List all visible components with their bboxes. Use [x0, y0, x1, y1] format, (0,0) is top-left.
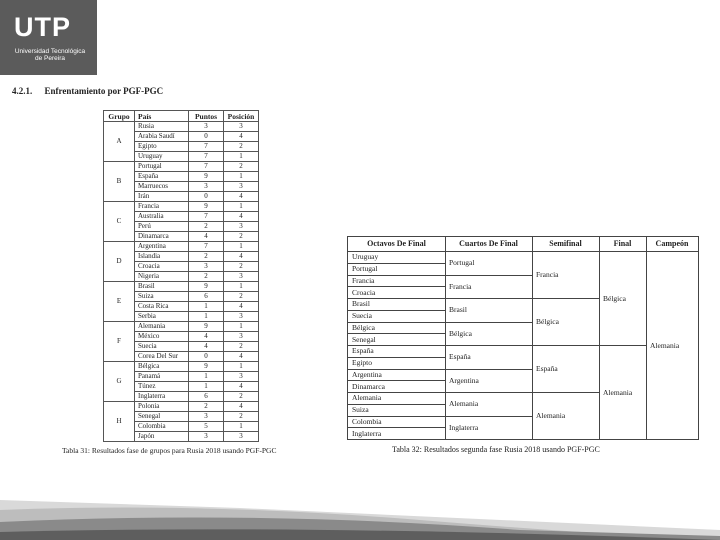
table-row [104, 242, 259, 252]
country-cell: Uruguay [135, 152, 189, 162]
points-cell: 3 [189, 432, 224, 442]
position-cell: 2 [224, 162, 259, 172]
position-cell: 4 [224, 382, 259, 392]
knockout-table [347, 236, 699, 440]
octavos-cell: Uruguay [352, 252, 379, 262]
position-cell: 3 [224, 222, 259, 232]
position-cell: 1 [224, 152, 259, 162]
octavos-cell: Portugal [352, 264, 378, 274]
position-cell: 2 [224, 142, 259, 152]
header-pais: País [135, 111, 189, 122]
country-cell: Costa Rica [135, 302, 189, 312]
header-cuartos: Cuartos De Final [459, 239, 518, 248]
row-rule [532, 392, 599, 393]
position-cell: 2 [224, 342, 259, 352]
group-label: D [104, 242, 135, 282]
position-cell: 3 [224, 432, 259, 442]
header-campeon: Campeón [655, 239, 689, 248]
cuartos-cell: Argentina [449, 375, 479, 385]
country-cell: Argentina [135, 242, 189, 252]
row-rule [445, 369, 532, 370]
points-cell: 4 [189, 332, 224, 342]
country-cell: Suiza [135, 292, 189, 302]
country-cell: Islandia [135, 252, 189, 262]
header-semifinal: Semifinal [549, 239, 582, 248]
octavos-cell: Suiza [352, 405, 369, 415]
country-cell: Perú [135, 222, 189, 232]
country-cell: Senegal [135, 412, 189, 422]
university-logo [0, 0, 97, 75]
octavos-cell: Alemania [352, 393, 382, 403]
country-cell: España [135, 172, 189, 182]
octavos-cell: Egipto [352, 358, 372, 368]
octavos-cell: España [352, 346, 374, 356]
position-cell: 4 [224, 192, 259, 202]
row-rule [348, 286, 445, 287]
section-title: Enfrentamiento por PGF-PGC [44, 86, 164, 96]
position-cell: 4 [224, 252, 259, 262]
country-cell: Egipto [135, 142, 189, 152]
row-rule [445, 392, 532, 393]
row-rule [445, 322, 532, 323]
row-rule [445, 416, 532, 417]
points-cell: 1 [189, 372, 224, 382]
country-cell: Colombia [135, 422, 189, 432]
group-label: G [104, 362, 135, 402]
position-cell: 3 [224, 372, 259, 382]
octavos-cell: Brasil [352, 299, 370, 309]
row-rule [445, 275, 532, 276]
country-cell: Polonia [135, 402, 189, 412]
group-label: B [104, 162, 135, 202]
row-rule [532, 345, 599, 346]
cuartos-cell: Bélgica [449, 328, 472, 338]
row-rule [348, 380, 445, 381]
points-cell: 2 [189, 402, 224, 412]
points-cell: 9 [189, 202, 224, 212]
cuartos-cell: Alemania [449, 399, 479, 409]
header-posicion: Posición [224, 111, 259, 122]
octavos-cell: Suecia [352, 311, 372, 321]
country-cell: Suecia [135, 342, 189, 352]
position-cell: 4 [224, 302, 259, 312]
country-cell: Túnez [135, 382, 189, 392]
position-cell: 2 [224, 292, 259, 302]
table-row [104, 122, 259, 132]
cuartos-cell: España [449, 352, 471, 362]
position-cell: 3 [224, 272, 259, 282]
points-cell: 9 [189, 172, 224, 182]
country-cell: Corea Del Sur [135, 352, 189, 362]
group-label: F [104, 322, 135, 362]
semifinal-cell: España [536, 364, 558, 373]
final-cell: Bélgica [603, 293, 626, 303]
row-rule [348, 322, 445, 323]
group-stage-body [104, 122, 259, 442]
points-cell: 0 [189, 352, 224, 362]
table-row [104, 362, 259, 372]
group-label: E [104, 282, 135, 322]
row-rule [348, 263, 445, 264]
points-cell: 7 [189, 152, 224, 162]
table-row [104, 162, 259, 172]
campeon-cell: Alemania [650, 340, 680, 350]
country-cell: Marruecos [135, 182, 189, 192]
table-row [104, 202, 259, 212]
group-stage-table [103, 110, 259, 442]
table-row [104, 402, 259, 412]
country-cell: Nigeria [135, 272, 189, 282]
octavos-cell: Croacia [352, 287, 376, 297]
points-cell: 3 [189, 412, 224, 422]
row-rule [445, 345, 532, 346]
points-cell: 1 [189, 302, 224, 312]
row-rule [348, 333, 445, 334]
points-cell: 1 [189, 382, 224, 392]
table-header-row [104, 111, 259, 122]
country-cell: Croacia [135, 262, 189, 272]
octavos-cell: Bélgica [352, 322, 375, 332]
header-puntos: Puntos [189, 111, 224, 122]
column-rule [599, 237, 600, 439]
country-cell: Portugal [135, 162, 189, 172]
position-cell: 1 [224, 242, 259, 252]
points-cell: 7 [189, 142, 224, 152]
octavos-cell: Colombia [352, 416, 382, 426]
final-cell: Alemania [603, 387, 633, 397]
country-cell: Bélgica [135, 362, 189, 372]
points-cell: 9 [189, 362, 224, 372]
row-rule [348, 416, 445, 417]
position-cell: 1 [224, 282, 259, 292]
semifinal-cell: Alemania [536, 411, 566, 420]
country-cell: Alemania [135, 322, 189, 332]
row-rule [348, 369, 445, 370]
row-rule [445, 298, 532, 299]
header-octavos: Octavos De Final [367, 239, 426, 248]
country-cell: Irán [135, 192, 189, 202]
octavos-cell: Francia [352, 275, 375, 285]
country-cell: Panamá [135, 372, 189, 382]
points-cell: 3 [189, 262, 224, 272]
points-cell: 2 [189, 272, 224, 282]
logo-mark: UTP [14, 12, 71, 42]
row-rule [348, 310, 445, 311]
row-rule [348, 427, 445, 428]
points-cell: 7 [189, 212, 224, 222]
header-final: Final [613, 239, 632, 248]
column-rule [532, 237, 533, 439]
country-cell: Rusia [135, 122, 189, 132]
points-cell: 3 [189, 122, 224, 132]
position-cell: 3 [224, 312, 259, 322]
semifinal-cell: Bélgica [536, 317, 559, 326]
section-heading [12, 86, 163, 96]
position-cell: 3 [224, 122, 259, 132]
octavos-cell: Dinamarca [352, 381, 385, 391]
country-cell: Francia [135, 202, 189, 212]
octavos-cell: Inglaterra [352, 428, 382, 438]
position-cell: 4 [224, 352, 259, 362]
points-cell: 7 [189, 162, 224, 172]
country-cell: Arabia Saudí [135, 132, 189, 142]
row-rule [599, 345, 646, 346]
semifinal-cell: Francia [536, 270, 559, 279]
position-cell: 1 [224, 322, 259, 332]
points-cell: 1 [189, 312, 224, 322]
cuartos-cell: Inglaterra [449, 422, 479, 432]
group-label: C [104, 202, 135, 242]
points-cell: 0 [189, 192, 224, 202]
row-rule [348, 275, 445, 276]
table-row [104, 282, 259, 292]
section-number: 4.2.1. [12, 86, 33, 96]
points-cell: 6 [189, 292, 224, 302]
table-32-caption: Tabla 32: Resultados segunda fase Rusia 2018 usando PGF-PGC [392, 445, 600, 454]
position-cell: 3 [224, 182, 259, 192]
row-rule [348, 298, 445, 299]
points-cell: 4 [189, 232, 224, 242]
points-cell: 6 [189, 392, 224, 402]
row-rule [348, 404, 445, 405]
position-cell: 2 [224, 232, 259, 242]
position-cell: 1 [224, 422, 259, 432]
table-31-caption: Tabla 31: Resultados fase de grupos para Rusia 2018 usando PGF-PGC [62, 446, 277, 455]
points-cell: 4 [189, 342, 224, 352]
country-cell: Dinamarca [135, 232, 189, 242]
country-cell: Inglaterra [135, 392, 189, 402]
points-cell: 0 [189, 132, 224, 142]
position-cell: 4 [224, 402, 259, 412]
country-cell: México [135, 332, 189, 342]
group-label: H [104, 402, 135, 442]
points-cell: 2 [189, 222, 224, 232]
country-cell: Japón [135, 432, 189, 442]
position-cell: 1 [224, 362, 259, 372]
octavos-cell: Senegal [352, 334, 376, 344]
position-cell: 3 [224, 332, 259, 342]
cuartos-cell: Portugal [449, 258, 475, 268]
logo-line-1: Universidad Tecnológica [14, 48, 86, 55]
position-cell: 4 [224, 132, 259, 142]
row-rule [532, 298, 599, 299]
position-cell: 4 [224, 212, 259, 222]
country-cell: Serbia [135, 312, 189, 322]
row-rule [348, 392, 445, 393]
row-rule [348, 345, 445, 346]
cuartos-cell: Francia [449, 281, 472, 291]
points-cell: 3 [189, 182, 224, 192]
group-label: A [104, 122, 135, 162]
points-cell: 9 [189, 282, 224, 292]
logo-line-2: de Pereira [35, 55, 65, 62]
points-cell: 2 [189, 252, 224, 262]
octavos-cell: Argentina [352, 369, 382, 379]
row-rule [348, 357, 445, 358]
logo-subtitle [10, 48, 90, 62]
header-grupo: Grupo [104, 111, 135, 122]
cuartos-cell: Brasil [449, 305, 467, 315]
points-cell: 9 [189, 322, 224, 332]
table-row [104, 322, 259, 332]
position-cell: 1 [224, 202, 259, 212]
column-rule [646, 237, 647, 439]
position-cell: 2 [224, 412, 259, 422]
country-cell: Brasil [135, 282, 189, 292]
position-cell: 2 [224, 262, 259, 272]
points-cell: 5 [189, 422, 224, 432]
position-cell: 1 [224, 172, 259, 182]
footer-wave-decoration [0, 480, 720, 540]
position-cell: 2 [224, 392, 259, 402]
country-cell: Australia [135, 212, 189, 222]
points-cell: 7 [189, 242, 224, 252]
